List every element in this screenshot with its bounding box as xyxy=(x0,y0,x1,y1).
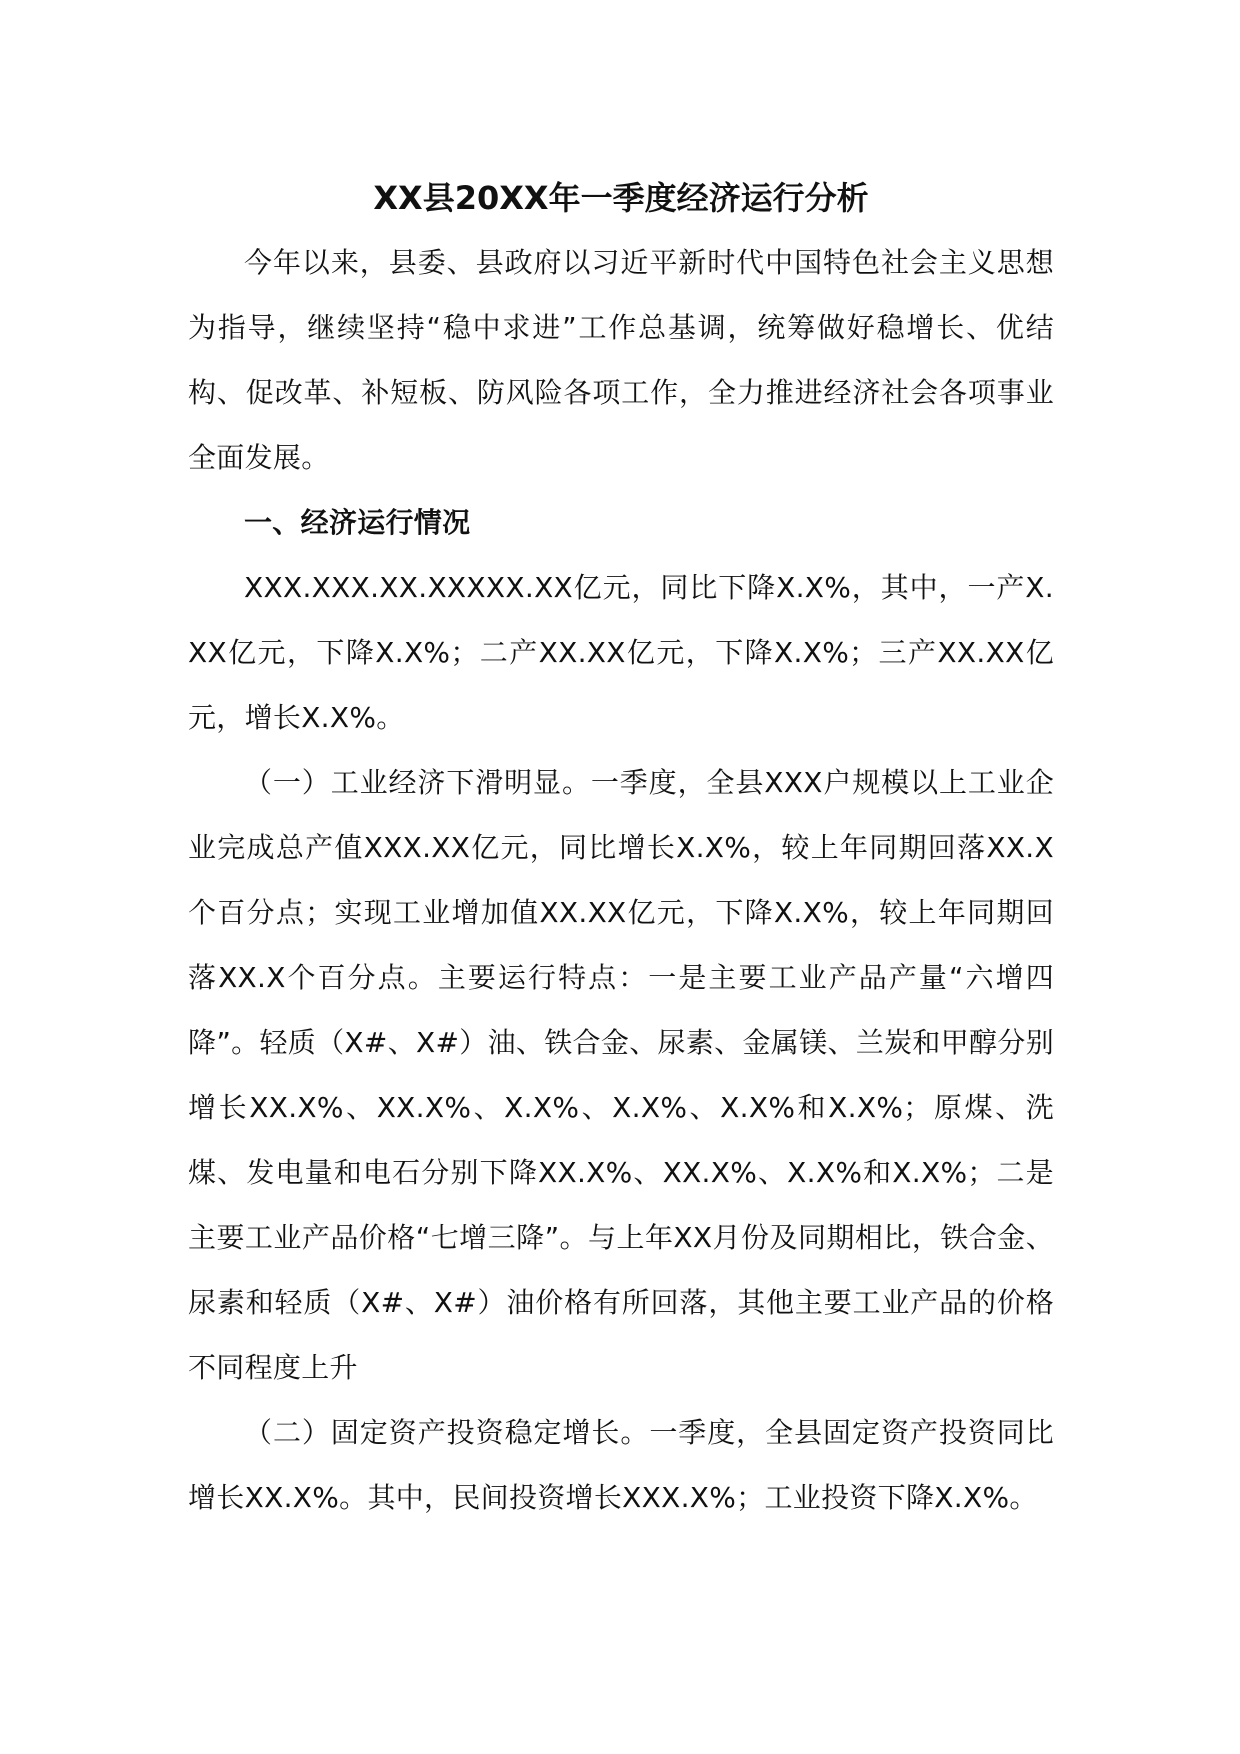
fixed-asset-investment-paragraph: （二）固定资产投资稳定增长。一季度，全县固定资产投资同比增长XX.X%。其中，民间投资增长XXX.X%；工业投资下降X.X%。 xyxy=(188,1416,1054,1514)
gdp-summary-paragraph: XXX.XXX.XX.XXXXX.XX亿元，同比下降X.X%，其中，一产X.XX亿元，下降X.X%；二产XX.XX亿元，下降X.X%；三产XX.XX亿元，增长X.X%。 xyxy=(188,571,1054,734)
document-title: XX县20XX年一季度经济运行分析 xyxy=(373,179,869,217)
section-heading-economic-operation: 一、经济运行情况 xyxy=(244,506,471,539)
document-page xyxy=(188,168,1054,1530)
industrial-economy-paragraph: （一）工业经济下滑明显。一季度，全县XXX户规模以上工业企业完成总产值XXX.XX亿元，同比增长X.X%，较上年同期回落XX.X个百分点；实现工业增加值XX.XX亿元，下降X.X%，较上年同期回落XX.X个百分点。主要运行特点：一是主要工业产品产量“六增四降”。轻质（X#、X#）油、铁合金、尿素、金属镁、兰炭和甲醇分别增长XX.X%、XX.X%、X.X%、X.X%、X.X%和X.X%；原煤、洗煤、发电量和电石分别下降XX.X%、XX.X%、X.X%和X.X%；二是主要工业产品价格“七增三降”。与上年XX月份及同期相比，铁合金、尿素和轻质（X#、X#）油价格有所回落，其他主要工业产品的价格不同程度上升 xyxy=(188,766,1054,1384)
intro-paragraph: 今年以来，县委、县政府以习近平新时代中国特色社会主义思想为指导，继续坚持“稳中求进”工作总基调，统筹做好稳增长、优结构、促改革、补短板、防风险各项工作，全力推进经济社会各项事业全面发展。 xyxy=(188,246,1054,474)
